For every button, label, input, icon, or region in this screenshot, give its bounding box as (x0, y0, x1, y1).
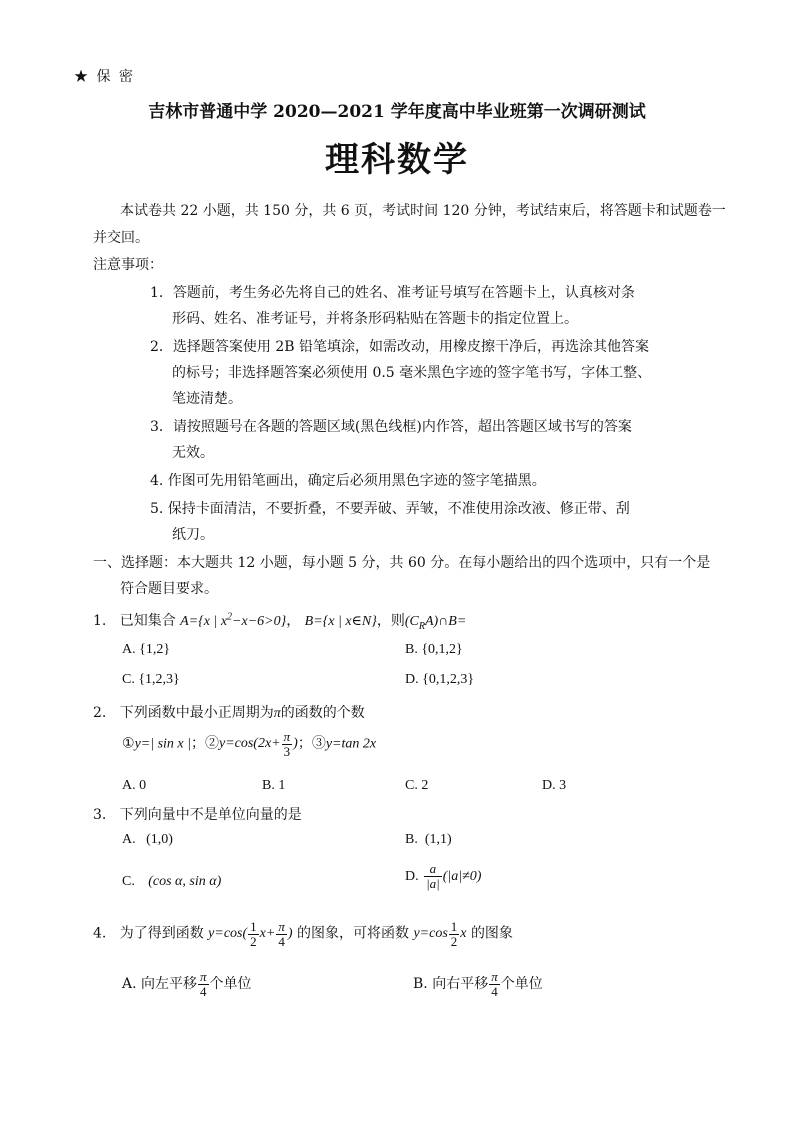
q2-option-d: D. 3 (542, 778, 567, 793)
question-number: 3. (93, 807, 107, 823)
q2-text-b: 的函数的个数 (280, 705, 365, 721)
function-1: y=| sin x | (134, 736, 191, 752)
q1-option-d: D. {0,1,2,3} (405, 672, 475, 687)
q3-option-b: B. (1,1) (405, 832, 452, 847)
q2-option-c: C. 2 (405, 778, 429, 793)
q3-option-a: A. (1,0) (122, 832, 173, 847)
q2-option-a: A. 0 (122, 778, 147, 793)
separator: ； (190, 735, 205, 752)
question-number: 4. (93, 925, 107, 942)
function-2: y=cos(2x+ $\frac{\pi}{3}$ ) (218, 729, 298, 759)
q4-option-b: B. 向右平移 $\frac{\pi}{4}$ 个单位 (413, 969, 543, 999)
q4-option-a: A. 向左平移 $\frac{\pi}{4}$ 个单位 (122, 969, 252, 999)
q3-option-d: D. $\frac{a}{|a|}$ (|a|≠0) (405, 861, 482, 891)
q4-text-b: 的图象，可将函数 (296, 925, 409, 942)
circled-three: ③ (311, 735, 326, 752)
circled-one: ① (122, 735, 135, 752)
q2-functions (122, 730, 376, 758)
question-number: 1. (93, 613, 107, 629)
question-2-stem (93, 702, 365, 722)
q1-comma: ， (286, 613, 301, 629)
pi-symbol: π (273, 706, 281, 721)
confidential-label: ★ 保 密 (74, 69, 135, 85)
note-5-line-1: 5. 保持卡面清洁，不要折叠，不要弄破、弄皱，不准使用涂改液、修正带、刮 (150, 501, 630, 517)
set-a: A={x | $x^2-x-6>0$} (180, 611, 287, 629)
source-function: y=cos $\frac{1}{2}$ x (413, 919, 467, 949)
q1-option-c: C. {1,2,3} (122, 672, 180, 687)
question-3-stem (93, 804, 302, 824)
q1-text: 已知集合 (119, 613, 176, 629)
intro-line-2: 并交回。 (93, 230, 149, 246)
q4-text-c: 的图象 (470, 925, 513, 942)
note-2-line-2: 的标号；非选择题答案必须使用 0.5 毫米黑色字迹的签字笔书写，字体工整、 (172, 365, 652, 381)
question-number: 2. (93, 705, 107, 721)
section-heading-line-1: 一、选择题：本大题共 12 小题，每小题 5 分，共 60 分。在每小题给出的四个选项中，只有一个是 (93, 555, 711, 571)
note-4-line-1: 4. 作图可先用铅笔画出，确定后必须用黑色字迹的签字笔描黑。 (150, 473, 546, 489)
page-title: 理科数学 (325, 140, 469, 180)
q2-text-a: 下列函数中最小正周期为 (119, 705, 274, 721)
note-3-line-2: 无效。 (172, 445, 214, 461)
exam-subtitle: 吉林市普通中学 2020—2021 学年度高中毕业班第一次调研测试 (148, 102, 646, 122)
set-expression: $(C_RA)\cap B=$ (404, 614, 467, 632)
note-1-line-2: 形码、姓名、准考证号，并将条形码粘贴在答题卡的指定位置上。 (172, 311, 578, 327)
q3-text: 下列向量中不是单位向量的是 (119, 807, 302, 823)
q1-option-b: B. {0,1,2} (405, 642, 463, 657)
note-2-line-1: 2．选择题答案使用 2B 铅笔填涂，如需改动，用橡皮擦干净后，再选涂其他答案 (150, 339, 650, 355)
question-4-stem (93, 920, 513, 948)
function-3: y=tan 2x (325, 736, 377, 752)
q1-then: ，则 (376, 613, 405, 629)
q2-option-b: B. 1 (262, 778, 286, 793)
note-1-line-1: 1．答题前，考生务必先将自己的姓名、准考证号填写在答题卡上，认真核对条 (150, 285, 635, 301)
section-heading-line-2: 符合题目要求。 (120, 581, 218, 597)
note-3-line-1: 3．请按照题号在各题的答题区域(黑色线框)内作答，超出答题区域书写的答案 (150, 419, 632, 435)
note-2-line-3: 笔迹清楚。 (172, 391, 242, 407)
q1-option-a: A. {1,2} (122, 642, 171, 657)
target-function: y=cos( $\frac{1}{2}$ x+ $\frac{\pi}{4}$ ) (208, 919, 293, 949)
intro-line-1: 本试卷共 22 小题，共 150 分，共 6 页，考试时间 120 分钟，考试结束后，将答题卡和试题卷一 (120, 203, 726, 219)
question-1-stem (93, 610, 466, 632)
notes-heading: 注意事项： (93, 257, 163, 273)
note-5-line-2: 纸刀。 (172, 527, 214, 543)
set-b: B={x | x∈N} (304, 614, 377, 629)
separator: ； (297, 735, 312, 752)
q4-text-a: 为了得到函数 (119, 925, 204, 942)
q3-option-c: C. (cos α, sin α) (122, 874, 222, 889)
circled-two: ② (204, 735, 219, 752)
